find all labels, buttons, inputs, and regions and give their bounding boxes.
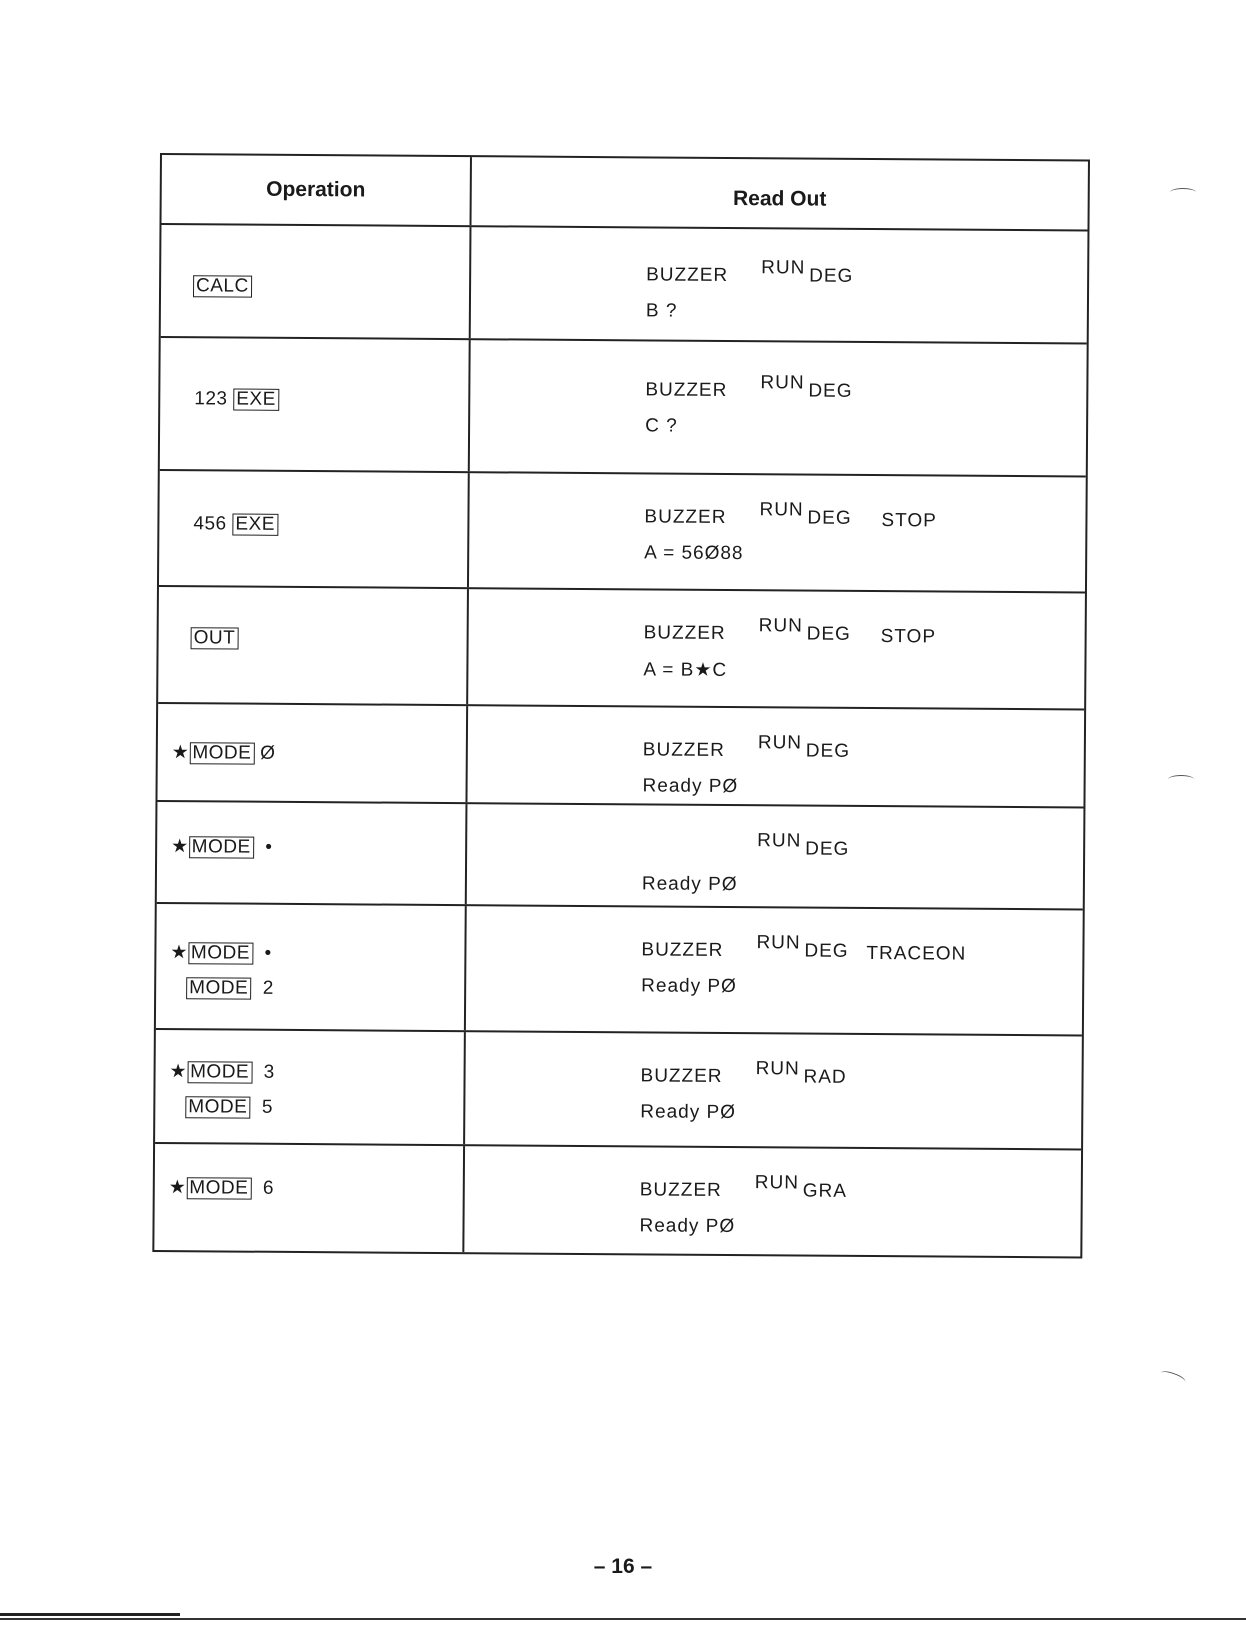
operation-prefix: ★ — [168, 1177, 187, 1199]
keycap-mode: MODE — [188, 942, 253, 964]
keycap-mode: MODE — [189, 742, 254, 764]
keycap-mode: MODE — [186, 977, 251, 999]
angle-mode-indicator: DEG — [807, 507, 852, 529]
readout-line2: Ready PØ — [640, 1101, 737, 1124]
operation-line — [194, 388, 279, 411]
buzzer-indicator: BUZZER — [643, 622, 726, 644]
operation-cell — [156, 904, 467, 1030]
readout-line2: A = B★C — [643, 659, 728, 681]
buzzer-indicator: BUZZER — [641, 939, 724, 961]
keycap-calc: CALC — [193, 275, 252, 297]
readout-cell — [470, 340, 1087, 475]
readout-line2: Ready PØ — [642, 775, 739, 798]
bottom-edge-mark — [0, 1613, 180, 1616]
table-row — [160, 338, 1087, 477]
run-indicator: RUN — [757, 830, 802, 852]
keycap-mode: MODE — [186, 1177, 251, 1199]
operation-prefix: 123 — [194, 388, 234, 410]
operation-prefix: 456 — [193, 513, 233, 535]
table-row — [161, 225, 1088, 344]
angle-mode-indicator: DEG — [808, 380, 853, 402]
operation-suffix: Ø — [254, 742, 276, 764]
operation-line — [193, 513, 278, 536]
operation-suffix: • — [253, 836, 273, 858]
operation-suffix: 3 — [252, 1061, 275, 1083]
readout-cell — [467, 804, 1084, 908]
operation-line — [172, 741, 276, 765]
run-indicator: RUN — [758, 615, 803, 637]
buzzer-indicator: BUZZER — [639, 1179, 722, 1201]
readout-line2: A = 56Ø88 — [644, 542, 744, 565]
readout-cell — [469, 473, 1086, 591]
operation-line — [171, 835, 272, 859]
operation-cell — [157, 802, 468, 904]
readout-cell — [468, 589, 1085, 708]
buzzer-indicator: BUZZER — [644, 506, 727, 528]
status-indicator: TRACEON — [866, 942, 967, 965]
run-indicator: RUN — [757, 732, 803, 754]
operation-table — [152, 153, 1090, 1258]
margin-mark — [1168, 775, 1194, 784]
buzzer-indicator: BUZZER — [646, 264, 729, 286]
angle-mode-indicator: DEG — [805, 740, 851, 762]
operation-prefix: ★ — [170, 942, 189, 964]
run-indicator: RUN — [756, 932, 801, 954]
buzzer-indicator: BUZZER — [645, 379, 728, 401]
operation-cell — [157, 704, 468, 802]
operation-line — [186, 977, 274, 1000]
operation-prefix: ★ — [171, 742, 190, 764]
readout-line2: Ready PØ — [641, 975, 737, 998]
table-row — [159, 471, 1086, 593]
status-indicator: STOP — [880, 626, 937, 648]
table-body — [154, 225, 1087, 1256]
operation-cell — [158, 587, 469, 704]
keycap-mode: MODE — [187, 1061, 252, 1083]
operation-line — [193, 275, 252, 297]
table-row — [155, 1030, 1082, 1150]
operation-cell — [155, 1030, 466, 1144]
readout-line2: Ready PØ — [641, 873, 738, 896]
keycap-mode: MODE — [189, 836, 254, 858]
operation-prefix: ★ — [171, 836, 189, 858]
readout-cell — [464, 1146, 1081, 1256]
keycap-exe: EXE — [232, 514, 278, 536]
run-indicator: RUN — [759, 499, 804, 521]
run-indicator: RUN — [761, 257, 806, 279]
buzzer-indicator: BUZZER — [642, 739, 725, 761]
operation-cell — [159, 471, 470, 587]
operation-suffix: 6 — [251, 1177, 275, 1199]
operation-cell — [161, 225, 472, 338]
readout-cell — [466, 906, 1083, 1034]
readout-header: Read Out — [732, 187, 827, 211]
table-row — [157, 704, 1084, 808]
buzzer-indicator: BUZZER — [640, 1065, 723, 1087]
operation-suffix: 5 — [250, 1096, 274, 1118]
run-indicator: RUN — [755, 1058, 800, 1080]
angle-mode-indicator: DEG — [804, 940, 849, 962]
readout-cell — [471, 227, 1088, 342]
operation-header: Operation — [162, 155, 472, 225]
operation-line — [170, 941, 271, 965]
keycap-exe: EXE — [233, 389, 279, 411]
operation-cell — [154, 1144, 465, 1252]
table-row — [154, 1144, 1081, 1256]
bottom-rule — [0, 1618, 1246, 1620]
margin-mark — [1159, 1369, 1187, 1386]
angle-mode-indicator: GRA — [802, 1180, 848, 1202]
run-indicator: RUN — [754, 1172, 800, 1194]
table-header — [161, 155, 1087, 231]
angle-mode-indicator: DEG — [805, 838, 850, 860]
angle-mode-indicator: DEG — [806, 623, 851, 645]
table-row — [157, 802, 1084, 910]
table-row — [156, 904, 1083, 1036]
operation-line — [185, 1096, 273, 1119]
readout-line2: B ? — [645, 300, 678, 322]
operation-suffix: 2 — [251, 977, 274, 999]
table-row — [158, 587, 1085, 710]
readout-line2: Ready PØ — [639, 1215, 736, 1238]
run-indicator: RUN — [760, 372, 805, 394]
readout-cell — [465, 1032, 1082, 1148]
operation-line — [169, 1176, 274, 1200]
keycap-mode: MODE — [185, 1096, 250, 1118]
status-indicator: STOP — [881, 510, 937, 532]
readout-line2: C ? — [645, 415, 678, 437]
page-number: – 16 – — [593, 1555, 653, 1578]
operation-suffix: • — [252, 942, 272, 964]
keycap-out: OUT — [191, 627, 239, 649]
operation-line — [191, 627, 239, 649]
operation-prefix: ★ — [169, 1061, 188, 1083]
angle-mode-indicator: DEG — [809, 265, 854, 287]
operation-cell — [160, 338, 471, 471]
angle-mode-indicator: RAD — [803, 1066, 847, 1088]
readout-cell — [467, 706, 1084, 806]
margin-mark — [1170, 188, 1196, 197]
operation-line — [170, 1060, 275, 1084]
